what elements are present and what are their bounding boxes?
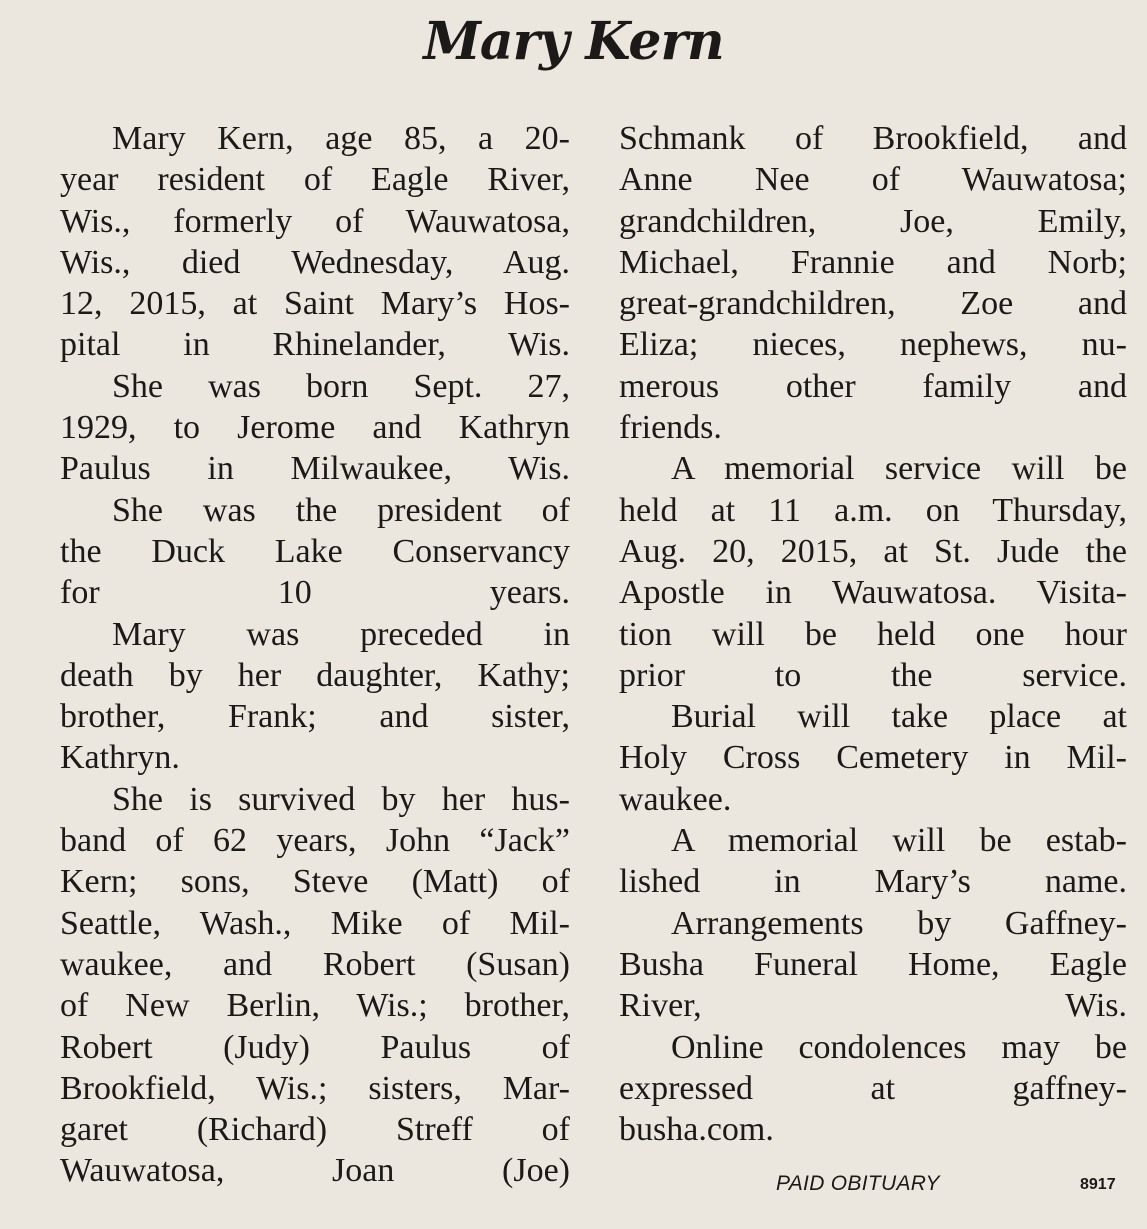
paragraph-memorial-fund: A memorial will be estab- lished in Mary’s name. [619,822,1127,901]
right-column [619,118,1127,1150]
paragraph-condolences: Online condolences may be expressed at gaffney- busha.com. [619,1028,1127,1149]
paragraph-memorial-service: A memorial service will be held at 11 a.m. on Thursday, Aug. 20, 2015, at St. Jude the Apostle in Wauwatosa. Visita- tion will be held one hour prior to the service. [619,450,1127,694]
paragraph-death-notice: Mary Kern, age 85, a 20- year resident of Eagle River, Wis., formerly of Wauwatosa, Wis., died Wednesday, Aug. 12, 2015, at Saint Mary’s Hos- pital in Rhinelander, Wis. [60,120,570,364]
obituary-title: Mary Kern [423,11,724,72]
paragraph-survived-by: She is survived by her hus- band of 62 years, John “Jack” Kern; sons, Steve (Matt) of Seattle, Wash., Mike of Mil- waukee, and Robert (Susan) of New Berlin, Wis.; brother, Robert (Judy) Paulus of Brookfield, Wis.; sisters, Mar- garet (Richard) Streff of Wauwatosa, Joan (Joe) [60,780,570,1190]
paid-obituary-label: PAID OBITUARY [776,1172,940,1195]
paragraph-preceded-by: Mary was preceded in death by her daughter, Kathy; brother, Frank; and sister, Kathryn. [60,615,570,777]
paragraph-birth: She was born Sept. 27, 1929, to Jerome and Kathryn Paulus in Milwaukee, Wis. [60,367,570,488]
paragraph-burial: Burial will take place at Holy Cross Cemetery in Mil- waukee. [619,698,1127,818]
paragraph-survived-by-continued: Schmank of Brookfield, and Anne Nee of Wauwatosa; grandchildren, Joe, Emily, Michael, Frannie and Norb; great-grandchildren, Zoe and Eliza; nieces, nephews, nu- merous other family and friends. [619,120,1127,447]
ad-number: 8917 [1080,1176,1116,1193]
left-column [60,118,570,1192]
paragraph-arrangements: Arrangements by Gaffney- Busha Funeral Home, Eagle River, Wis. [619,904,1127,1025]
paragraph-conservancy: She was the president of the Duck Lake Conservancy for 10 years. [60,491,570,612]
